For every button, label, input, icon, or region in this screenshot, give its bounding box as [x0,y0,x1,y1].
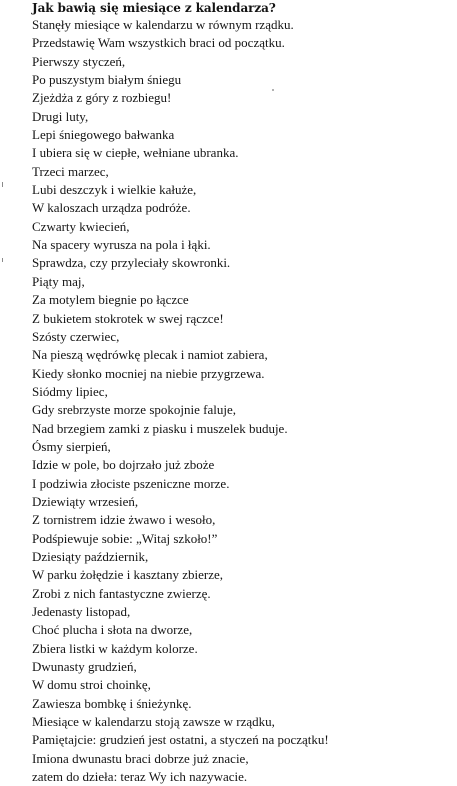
poem-line: Choć plucha i słota na dworze, [32,622,193,638]
poem-line: Za motylem biegnie po łączce [32,292,189,308]
poem-line: Idzie w pole, bo dojrzało już zboże [32,457,215,473]
poem-line: Drugi luty, [32,108,89,124]
poem-line: Na spacery wyrusza na pola i łąki. [32,237,211,253]
poem-line: Zawiesza bombkę i śnieżynkę. [32,695,192,711]
poem-line: Zbiera listki w każdym kolorze. [32,640,198,656]
poem-body [32,16,329,786]
poem-line: zatem do dzieła: teraz Wy ich nazywacie. [32,769,248,785]
poem-line: Miesiące w kalendarzu stoją zawsze w rządku, [32,714,275,730]
poem-line: Imiona dwunastu braci dobrze już znacie, [32,750,249,766]
poem-line: W kaloszach urządza podróże. [32,200,191,216]
poem-line: Lubi deszczyk i wielkie kałuże, [32,182,197,198]
poem-line: Czwarty kwiecień, [32,218,130,234]
poem-line: Ósmy sierpień, [32,438,111,454]
poem-line: Z bukietem stokrotek w swej rączce! [32,310,224,326]
poem-line: W parku żołędzie i kasztany zbierze, [32,567,224,583]
poem-line: Jedenasty listopad, [32,604,131,619]
poem-line: Stanęły miesiące w kalendarzu w równym rządku. [32,17,294,32]
poem-line: Na pieszą wędrówkę plecak i namiot zabiera, [32,347,268,363]
poem-line: Dziewiąty wrzesień, [32,493,139,509]
poem-line: Piąty maj, [32,273,85,289]
poem-line: Nad brzegiem zamki z piasku i muszelek buduje. [32,420,288,436]
poem-line: Zjeżdża z góry z rozbiegu! [32,90,172,106]
poem-line: Zrobi z nich fantastyczne zwierzę. [32,585,211,601]
poem-line: Kiedy słonko mocniej na niebie przygrzewa. [32,365,265,381]
poem-title: Jak bawią się miesiące z kalendarza? [32,1,276,15]
poem-line: Po puszystym białym śniegu [32,72,182,88]
poem-line: Trzeci marzec, [32,163,109,179]
scan-margin-mark [2,258,3,262]
poem-line: Lepi śniegowego bałwanka [32,127,175,143]
poem-line: Gdy srebrzyste morze spokojnie faluje, [32,402,236,418]
poem-line: Siódmy lipiec, [32,383,108,399]
poem-line: Dziesiąty październik, [32,548,149,564]
poem-line: W domu stroi choinkę, [32,677,151,693]
poem-line: I ubiera się w ciepłe, wełniane ubranka. [32,145,239,161]
scan-margin-mark [2,182,3,187]
poem-line: Sprawdza, czy przyleciały skowronki. [32,255,231,271]
poem-line: Dwunasty grudzień, [32,659,137,675]
poem-line: Przedstawię Wam wszystkich braci od początku. [32,35,285,51]
poem-line: Pierwszy styczeń, [32,53,126,69]
poem-line: Pamiętajcie: grudzień jest ostatni, a styczeń na początku! [32,732,329,748]
poem-line: I podziwia złociste pszeniczne morze. [32,475,230,491]
poem-line: Z tornistrem idzie żwawo i wesoło, [32,512,216,528]
poem-line: Szósty czerwiec, [32,328,120,344]
poem-line: Podśpiewuje sobie: „Witaj szkoło!” [32,530,218,546]
